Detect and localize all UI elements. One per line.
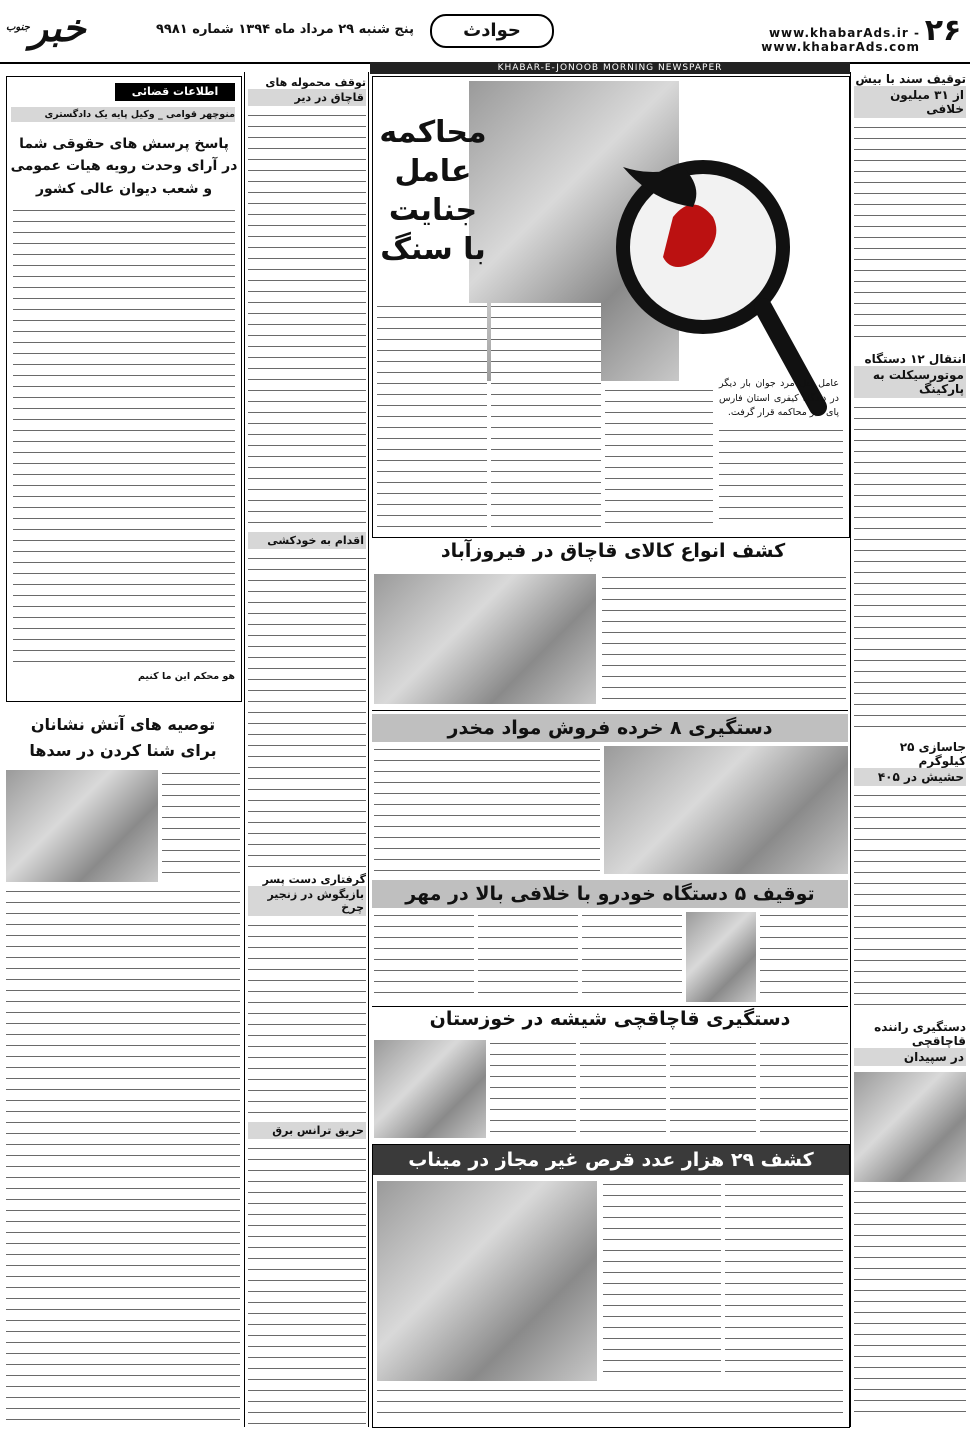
handcuffed-hands-photo	[854, 1072, 966, 1182]
logo-text: خبر	[29, 6, 86, 50]
article-text	[854, 792, 966, 1014]
traffic-police-photo	[686, 912, 756, 1002]
headline-line: حشیش در ۴۰۵	[854, 768, 966, 786]
legal-tag: اطلاعات قضائی	[115, 83, 235, 101]
right-column	[854, 72, 966, 1427]
column-divider	[850, 72, 851, 1427]
article-text	[478, 912, 578, 1002]
issue-date: پنج شنبه ۲۹ مرداد ماه ۱۳۹۴ شماره ۹۹۸۱	[156, 22, 414, 37]
article-text	[725, 1181, 843, 1381]
headline-line: گرفتاری دست پسر	[262, 873, 366, 886]
legal-author: منوچهر قوامی _ وکیل پایه یک دادگستری	[11, 107, 235, 122]
article-5-title: کشف ۲۹ هزار عدد قرص غیر مجاز در میناب	[373, 1145, 849, 1175]
headline-line: دستگیری راننده قاچاقچی	[874, 1020, 966, 1048]
section-rule	[372, 710, 848, 711]
article-text	[603, 1181, 721, 1381]
mid-headline-3	[248, 873, 366, 916]
article-text	[580, 1040, 666, 1138]
right-headline-3	[854, 740, 966, 786]
lead-intro: عامل قتل مرد جوان بار دیگر در دادگاه کیفری استان فارس پای میز محاکمه قرار گرفت.	[719, 378, 839, 419]
arrested-dealers-photo	[604, 746, 848, 874]
article-text	[602, 574, 846, 704]
swimmers-photo	[6, 770, 158, 882]
article-text	[854, 124, 966, 346]
article-text	[605, 387, 713, 529]
mid-headline-4: حریق ترانس برق	[248, 1122, 366, 1139]
article-text	[670, 1040, 756, 1138]
headline-line: از ۳۱ میلیون خلافی	[854, 86, 966, 118]
article-text	[248, 555, 366, 867]
fire-article-title	[6, 712, 240, 763]
headline-line: انتقال ۱۲ دستگاه	[864, 352, 966, 366]
article-5-frame	[372, 1144, 850, 1428]
article-text	[582, 912, 682, 1002]
headline-line: توقف محموله های	[265, 76, 366, 89]
fire-title-line: برای شنا کردن در سدها	[29, 740, 217, 760]
seized-goods-photo	[374, 574, 596, 704]
article-3-title: توقیف ۵ دستگاه خودرو با خلافی بالا در مهر	[372, 880, 848, 908]
headline-line: توقیف سند با بیش	[855, 72, 966, 86]
legal-box	[6, 76, 242, 702]
fire-title-line: توصیه های آتش نشانان	[30, 715, 216, 734]
article-text	[248, 1145, 366, 1429]
article-text	[491, 303, 601, 529]
headline-line: بازیگوش در زنجیر چرخ	[248, 886, 366, 916]
article-text	[248, 112, 366, 526]
lead-title-line: با سنگ	[380, 232, 486, 267]
article-text	[374, 746, 600, 874]
article-4-title: دستگیری قاچاقچی شیشه در خوزستان	[429, 1008, 791, 1030]
lead-title-line: محاکمه	[379, 115, 487, 150]
article-text	[854, 1188, 966, 1420]
headline-line: در سپیدان	[854, 1048, 966, 1066]
newspaper-logo	[6, 6, 126, 50]
website-url[interactable]: www.khabarAds.ir - www.khabarAds.com	[761, 26, 920, 54]
article-text	[490, 1040, 576, 1138]
right-headline-1	[854, 72, 966, 118]
article-text	[377, 1387, 843, 1421]
logo-subtext: جنوب	[6, 22, 30, 33]
headline-line: جاسازی ۲۵ کیلوگرم	[899, 740, 966, 768]
legal-title	[7, 133, 241, 200]
lead-title-line: عامل جنایت	[388, 154, 478, 228]
right-headline-4	[854, 1020, 966, 1066]
article-text	[377, 303, 487, 529]
column-divider	[368, 72, 369, 1427]
article-text	[248, 922, 366, 1116]
mid-headline-2: اقدام به خودکشی	[248, 532, 366, 549]
article-text	[719, 427, 843, 529]
article-2-title: دستگیری ۸ خرده فروش مواد مخدر	[372, 714, 848, 742]
masthead-banner: KHABAR-E-JONOOB MORNING NEWSPAPER	[370, 62, 850, 74]
article-text	[6, 888, 240, 1424]
headline-line: موتورسیکلت به پارکینگ	[854, 366, 966, 398]
smuggler-photo	[374, 1040, 486, 1138]
article-text	[854, 404, 966, 734]
page-number: ۲۶	[924, 13, 962, 48]
page-header	[0, 0, 970, 64]
lead-story-frame	[372, 76, 850, 538]
legal-signoff: هو محکم این ما کنیم	[137, 671, 235, 682]
right-headline-2	[854, 352, 966, 398]
article-text	[760, 912, 848, 1002]
article-text	[374, 912, 474, 1002]
seized-pills-photo	[377, 1181, 597, 1381]
article-text	[760, 1040, 848, 1138]
column-divider	[244, 72, 245, 1427]
section-rule	[372, 1006, 848, 1007]
mid-column	[248, 76, 366, 1426]
legal-title-line: در آرای وحدت رویه هیات عمومی	[10, 158, 238, 175]
article-1-title: کشف انواع کالای قاچاق در فیروزآباد	[440, 540, 786, 562]
article-text	[162, 770, 240, 882]
legal-title-line: پاسخ پرسش های حقوقی شما	[19, 136, 229, 152]
section-title: حوادث	[430, 14, 554, 48]
mid-headline-1	[248, 76, 366, 106]
headline-line: قاچاق در دیر	[248, 89, 366, 106]
lead-title	[373, 113, 493, 269]
legal-text	[13, 207, 235, 663]
legal-title-line: و شعب دیوان عالی کشور	[35, 180, 213, 197]
